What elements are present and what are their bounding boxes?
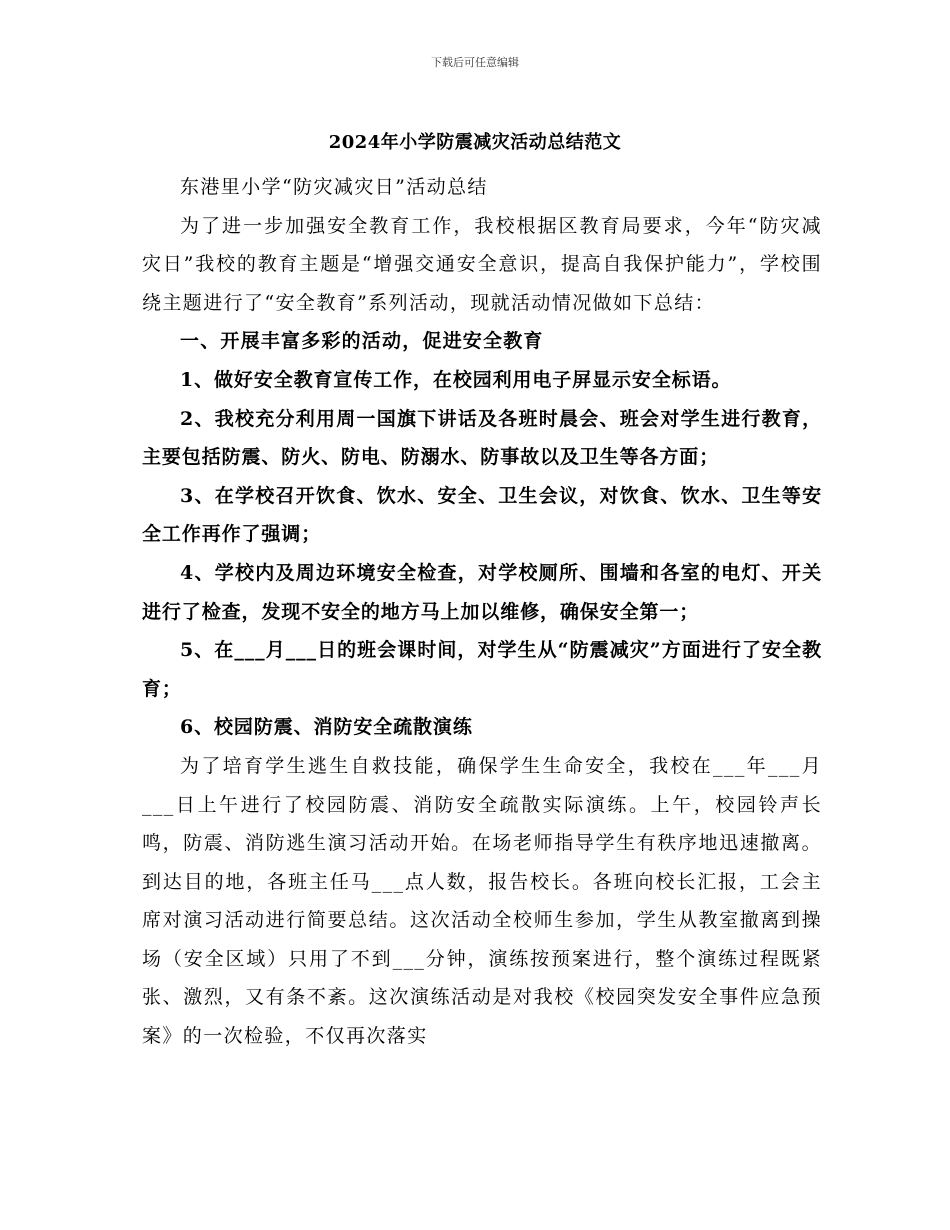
list-item: 5、在___月___日的班会课时间，对学生从“防震减灾”方面进行了安全教育；	[142, 639, 822, 700]
list-item: 2、我校充分利用周一国旗下讲话及各班时晨会、班会对学生进行教育，主要包括防震、防火、防电、防溺水、防事故以及卫生等各方面；	[142, 407, 822, 469]
intro-paragraph: 为了进一步加强安全教育工作，我校根据区教育局要求，今年“防灾减灾日”我校的教育主题是“增强交通安全意识，提高自我保护能力”，学校围绕主题进行了“安全教育”系列活动，现就活动情况做如下总结：	[142, 214, 822, 314]
document-title: 2024年小学防震减灾活动总结范文	[328, 132, 622, 153]
list-item: 4、学校内及周边环境安全检查，对学校厕所、围墙和各室的电灯、开关进行了检查，发现不安全的地方马上加以维修，确保安全第一；	[142, 561, 822, 623]
subtitle-paragraph: 东港里小学“防灾减灾日”活动总结	[180, 176, 488, 198]
drill-paragraph: 为了培育学生逃生自救技能，确保学生生命安全，我校在___年___月___日上午进行了校园防震、消防安全疏散实际演练。上午，校园铃声长鸣，防震、消防逃生演习活动开始。在场老师指导学生有秩序地迅速撤离。到达目的地，各班主任马___点人数，报告校长。各班向校长汇报，工会主席对演习活动进行简要总结。这次活动全校师生参加，学生从教室撤离到操场（安全区域）只用了不到___分钟，演练按预案进行，整个演练过程既紧张、激烈，又有条不紊。这次演练活动是对我校《校园突发安全事件应急预案》的一次检验，不仅再次落实	[142, 754, 822, 1048]
page-header: 下载后可任意编辑	[431, 56, 519, 69]
document-body	[142, 168, 822, 1056]
list-item: 1、做好安全教育宣传工作，在校园利用电子屏显示安全标语。	[180, 368, 732, 391]
list-item: 6、校园防震、消防安全疏散演练	[180, 716, 473, 739]
section-heading: 一、开展丰富多彩的活动，促进安全教育	[180, 330, 544, 353]
list-item: 3、在学校召开饮食、饮水、安全、卫生会议，对饮食、饮水、卫生等安全工作再作了强调；	[142, 484, 822, 546]
